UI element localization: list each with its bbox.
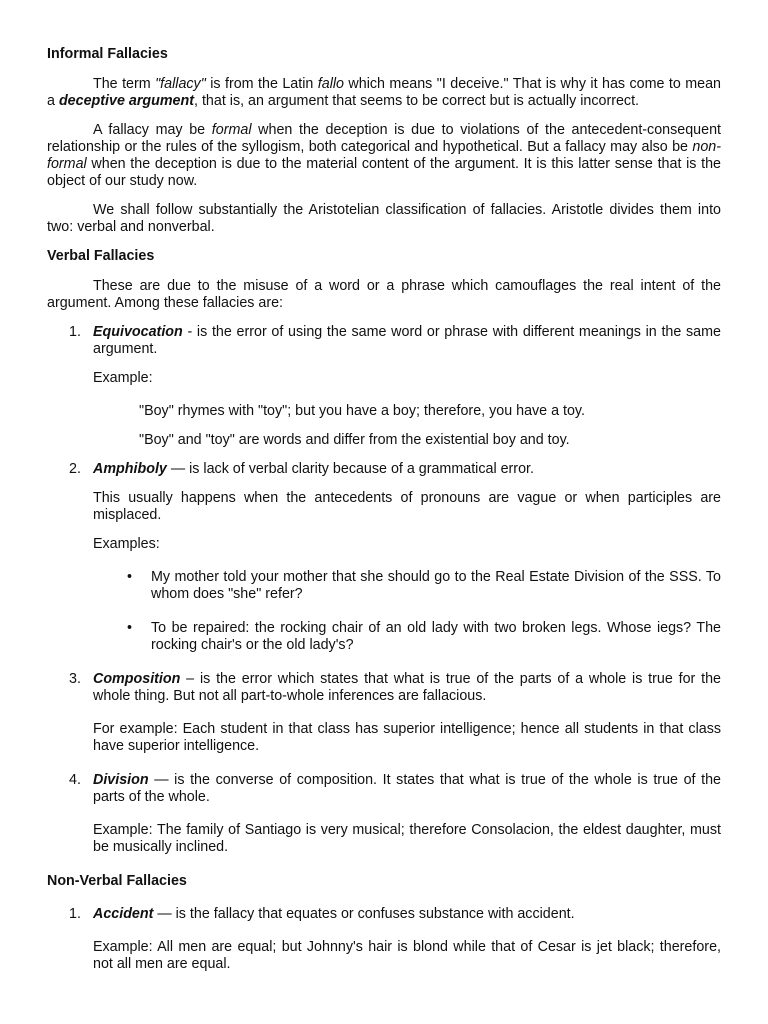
example-label: Examples: [93,536,160,552]
item-example: For example: Each student in that class has superior intelligence; hence all students in that class have superior intelligence. [93,721,721,754]
document-body [47,46,721,985]
verbal-intro: These are due to the misuse of a word or a phrase which camouflages the real intent of the argument. Among these fallacies are: [47,278,721,311]
page-title: Informal Fallacies [47,46,168,62]
list-item-amphiboly: 2. Amphiboly — is lack of verbal clarity because of a grammatical error. [69,461,534,477]
section-heading-verbal: Verbal Fallacies [47,248,155,264]
bullet-dot-icon: • [127,620,133,636]
item-example: Example: The family of Santiago is very musical; therefore Consolacion, the eldest daughter, must be musically inclined. [93,822,721,855]
intro-paragraph-1: The term "fallacy" is from the Latin fallo which means "I deceive." That is why it has come to mean a deceptive argument, that is, an argument that seems to be correct but is actually incorrect. [47,76,721,109]
list-item-equivocation: 1. Equivocation - is the error of using the same word or phrase with different meanings in the same argument. [69,324,721,357]
bullet-dot-icon: • [127,569,133,585]
example-line: "Boy" rhymes with "toy"; but you have a boy; therefore, you have a toy. [139,403,585,419]
list-item-composition: 3. Composition – is the error which states that what is true of the parts of a whole is true for the whole thing. But not all part-to-whole inferences are fallacious. [69,671,721,704]
intro-paragraph-2: A fallacy may be formal when the deception is due to violations of the antecedent-consequent relationship or the rules of the syllogism, both categorical and hypothetical. But a fallacy may also be non-formal when the deception is due to the material content of the argument. It is this latter sense that is the object of our study now. [47,122,721,189]
example-label: Example: [93,370,153,386]
intro-paragraph-3: We shall follow substantially the Aristotelian classification of fallacies. Aristotle divides them into two: verbal and nonverbal. [47,202,721,235]
section-heading-nonverbal: Non-Verbal Fallacies [47,873,187,889]
example-line: "Boy" and "toy" are words and differ from the existential boy and toy. [139,432,570,448]
list-item-division: 4. Division — is the converse of composition. It states that what is true of the whole is true of the parts of the whole. [69,772,721,805]
item-example: Example: All men are equal; but Johnny's hair is blond while that of Cesar is jet black; therefore, not all men are equal. [93,939,721,972]
bullet-item: • My mother told your mother that she should go to the Real Estate Division of the SSS. To whom does "she" refer? [127,569,721,602]
item-note: This usually happens when the antecedents of pronouns are vague or when participles are misplaced. [93,490,721,523]
list-item-accident: 1. Accident — is the fallacy that equates or confuses substance with accident. [69,906,575,922]
bullet-item: • To be repaired: the rocking chair of an old lady with two broken legs. Whose iegs? The rocking chair's or the old lady's? [127,620,721,653]
